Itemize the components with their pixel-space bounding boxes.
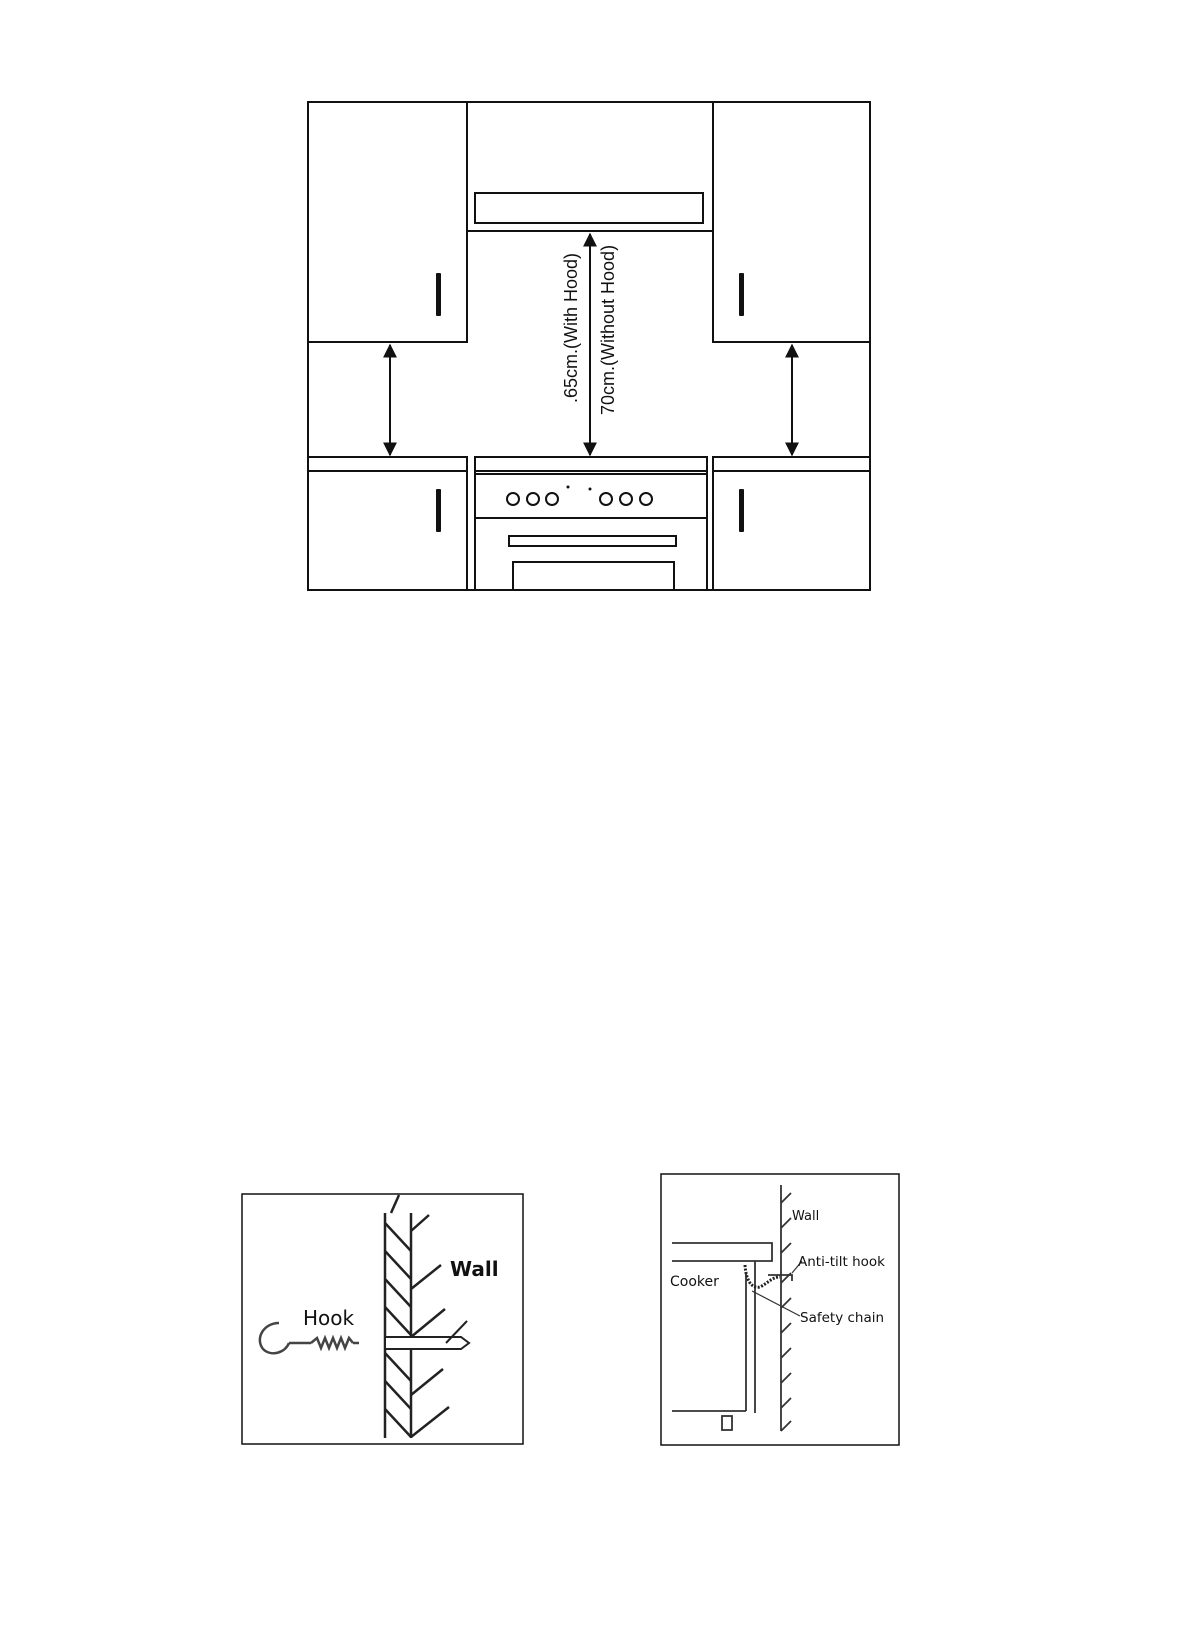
wall-label: Wall xyxy=(792,1209,820,1224)
left-countertop xyxy=(308,457,467,471)
anti-tilt-hook-label: Anti-tilt hook xyxy=(798,1254,885,1270)
upper-right-cabinet xyxy=(713,102,870,342)
cooker-knobs xyxy=(507,493,652,505)
hook-diagram-frame xyxy=(242,1194,523,1444)
label-without-hood: 70cm.(Without Hood) xyxy=(598,244,618,415)
anti-tilt-diagram xyxy=(660,1173,900,1446)
cooker-outline xyxy=(672,1243,772,1430)
hook-label: Hook xyxy=(303,1306,355,1330)
wall-label: Wall xyxy=(450,1257,499,1281)
kitchen-clearance-diagram xyxy=(0,0,1191,620)
lower-right-cabinet xyxy=(713,471,870,590)
safety-chain-label: Safety chain xyxy=(800,1310,885,1326)
wall-section xyxy=(385,1195,449,1438)
oven-handle xyxy=(509,536,676,546)
safety-chain xyxy=(745,1265,780,1287)
cabinet-handle-upper-right xyxy=(739,273,744,316)
cooker-top xyxy=(475,457,707,471)
cooker-label: Cooker xyxy=(670,1274,719,1290)
cabinet-handle-lower-left xyxy=(436,489,441,532)
range-hood xyxy=(475,193,703,223)
hook-wall-diagram xyxy=(241,1193,524,1445)
cabinet-handle-lower-right xyxy=(739,489,744,532)
label-with-hood: .65cm.(With Hood) xyxy=(561,252,581,403)
cabinet-handle-upper-left xyxy=(436,273,441,316)
upper-left-cabinet xyxy=(308,102,467,342)
cooker-control-panel xyxy=(475,474,707,518)
oven-window xyxy=(513,562,674,590)
wall-section xyxy=(781,1185,791,1431)
lower-left-cabinet xyxy=(308,471,467,590)
right-countertop xyxy=(713,457,870,471)
